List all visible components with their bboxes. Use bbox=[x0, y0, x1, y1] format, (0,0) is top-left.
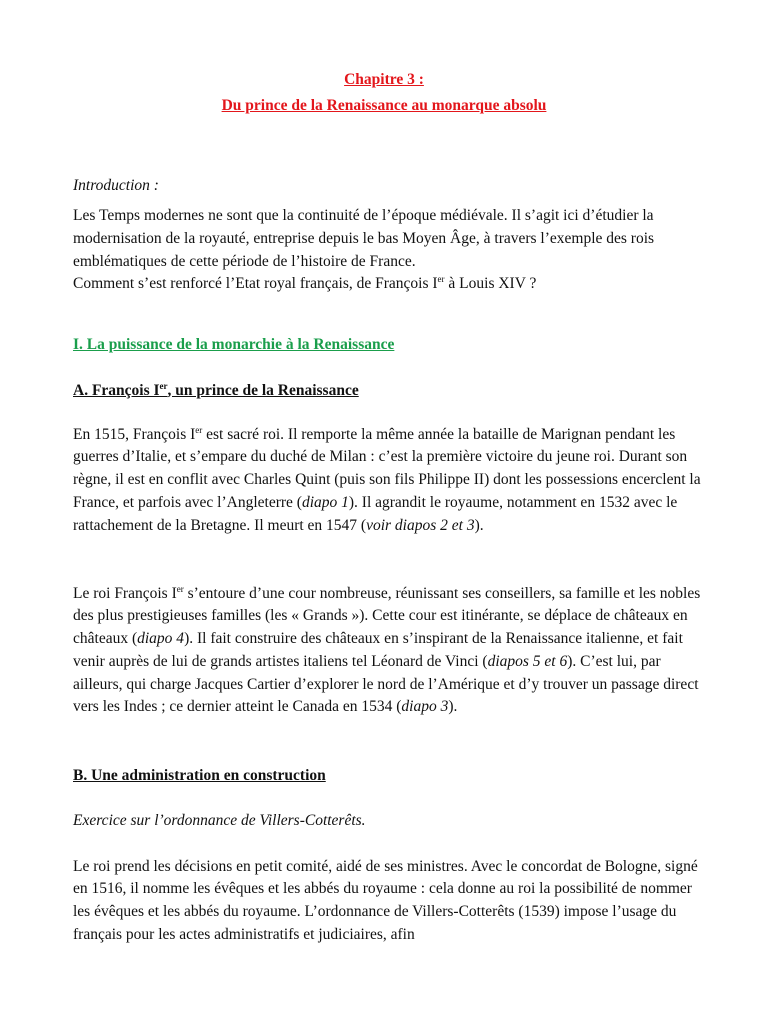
paragraph-francois-court: Le roi François Ier s’entoure d’une cour nombreuse, réunissant ses conseillers, sa famille et les nobles des plus prestigieuses familles (les « Grands »). Cette cour est itinérante, se déplace de châteaux en châteaux (diapo 4). Il fait construire des châteaux en s’inspirant de la Renaissance italienne, et fait venir auprès de lui de grands artistes italiens tel Léonard de Vinci (diapos 5 et 6). C’est lui, par ailleurs, qui charge Jacques Cartier d’explorer le nord de l’Amérique et d’y trouver un passage direct vers les Indes ; ce dernier atteint le Canada en 1534 (diapo 3). bbox=[73, 583, 701, 716]
chapter-subtitle: Du prince de la Renaissance au monarque absolu bbox=[221, 97, 547, 114]
paragraph-administration: Le roi prend les décisions en petit comité, aidé de ses ministres. Avec le concordat de Bologne, signé en 1516, il nomme les évêques et les abbés du royaume : cela donne au roi la possibilité de nommer les évêques et les abbés du royaume. L’ordonnance de Villers-Cotterêts (1539) impose l’usage du français pour les actes administratifs et judiciaires, afin bbox=[73, 857, 698, 943]
chapter-title: Chapitre 3 : bbox=[344, 71, 424, 88]
paragraph-francois-reign: En 1515, François Ier est sacré roi. Il remporte la même année la bataille de Marignan pendant les guerres d’Italie, et s’empare du duché de Milan : c’est la première victoire du jeune roi. Durant son règne, il est en conflit avec Charles Quint (puis son fils Philippe II) dont les possessions encerclent la France, et parfois avec l’Angleterre (diapo 1). Il agrandit le royaume, notamment en 1532 avec le rattachement de la Bretagne. Il meurt en 1547 (voir diapos 2 et 3). bbox=[73, 424, 701, 534]
section-heading-1: I. La puissance de la monarchie à la Renaissance bbox=[73, 335, 395, 353]
introduction-text: Les Temps modernes ne sont que la continuité de l’époque médiévale. Il s’agit ici d’étudier la modernisation de la royauté, entreprise depuis le bas Moyen Âge, à travers l’exemple des rois emblématiques de cette période de l’histoire de France. bbox=[73, 207, 655, 270]
chapter-title-block bbox=[0, 67, 768, 119]
exercise-note: Exercice sur l’ordonnance de Villers-Cotterêts. bbox=[73, 811, 366, 829]
introduction-question: Comment s’est renforcé l’Etat royal français, de François Ier à Louis XIV ? bbox=[73, 274, 537, 293]
subsection-heading-b: B. Une administration en construction bbox=[73, 766, 326, 784]
introduction-heading: Introduction : bbox=[73, 176, 159, 194]
introduction-paragraph bbox=[73, 205, 713, 296]
subsection-heading-a: A. François Ier, un prince de la Renaissance bbox=[73, 380, 359, 399]
